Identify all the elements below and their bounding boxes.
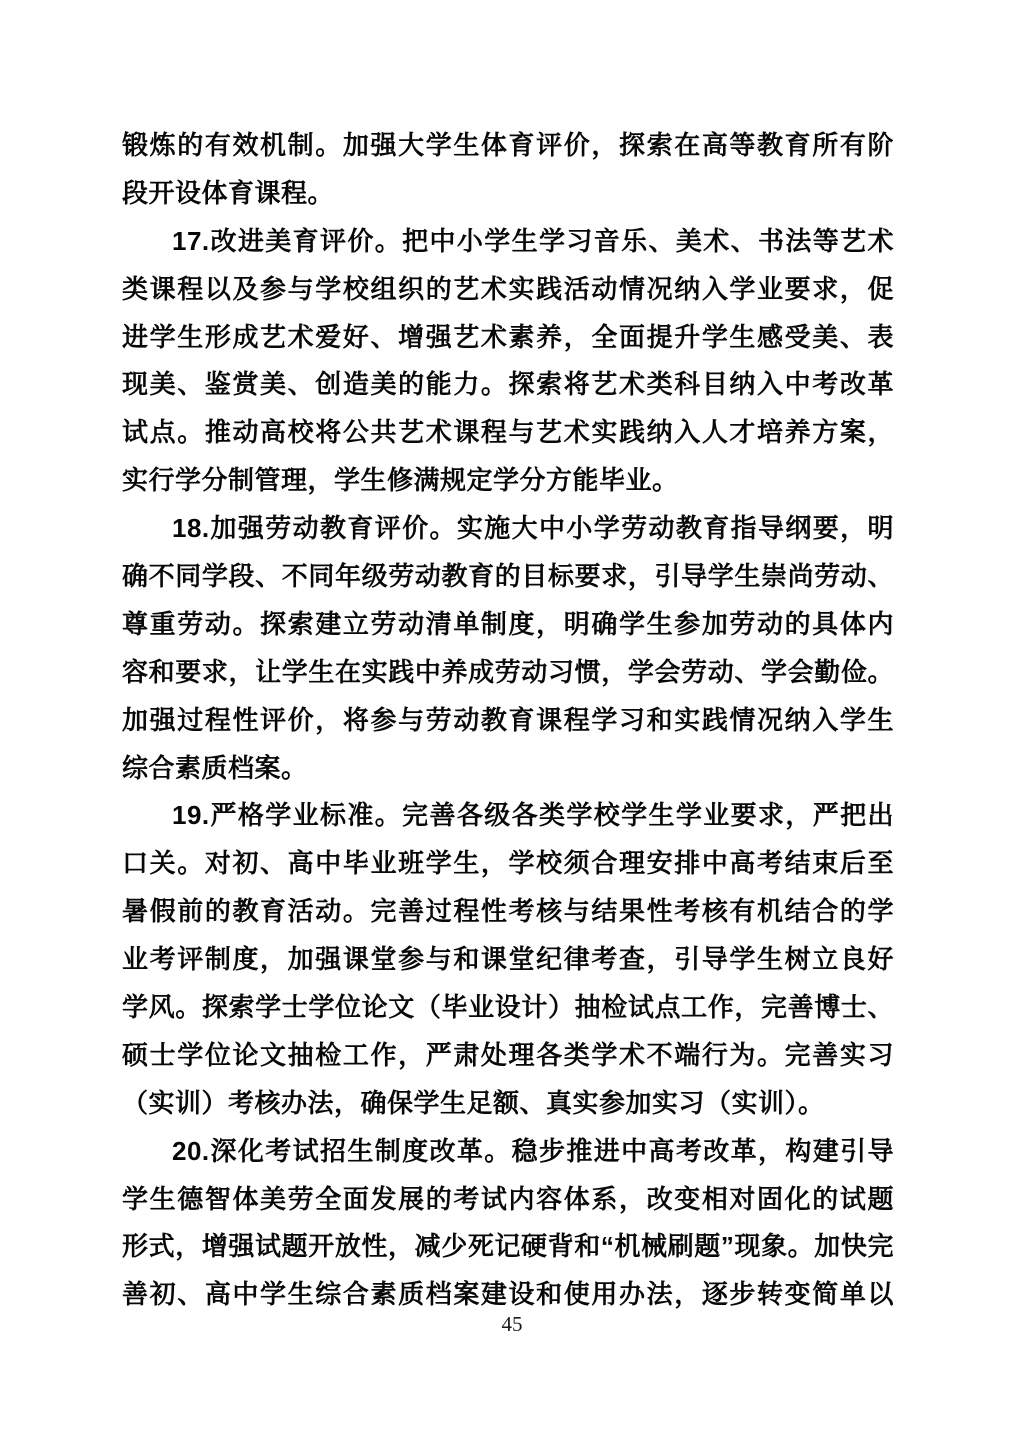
text-line-item-17: 17.改进美育评价。把中小学生学习音乐、美术、书法等艺术: [172, 225, 894, 256]
text-line: 学风。探索学士学位论文（毕业设计）抽检试点工作，完善博士、: [122, 992, 894, 1023]
text-line-item-18: 18.加强劳动教育评价。实施大中小学劳动教育指导纲要，明: [172, 513, 894, 544]
text-line: 暑假前的教育活动。完善过程性考核与结果性考核有机结合的学: [122, 896, 894, 927]
text-line: 善初、高中学生综合素质档案建设和使用办法，逐步转变简单以: [122, 1279, 894, 1310]
page-number: 45: [501, 1312, 523, 1336]
text-line: 综合素质档案。: [122, 752, 308, 783]
text-line: 段开设体育课程。: [122, 177, 335, 208]
text-line: 实行学分制管理，学生修满规定学分方能毕业。: [122, 465, 679, 496]
text-line: 学生德智体美劳全面发展的考试内容体系，改变相对固化的试题: [122, 1183, 894, 1214]
text-line: 尊重劳动。探索建立劳动清单制度，明确学生参加劳动的具体内: [122, 608, 894, 639]
text-line: 加强过程性评价，将参与劳动教育课程学习和实践情况纳入学生: [122, 704, 894, 735]
text-line: 试点。推动高校将公共艺术课程与艺术实践纳入人才培养方案，: [122, 417, 894, 448]
text-body: [122, 122, 894, 1319]
text-line-item-19: 19.严格学业标准。完善各级各类学校学生学业要求，严把出: [172, 800, 894, 831]
text-line: 口关。对初、高中毕业班学生，学校须合理安排中高考结束后至: [122, 848, 894, 879]
text-line: 业考评制度，加强课堂参与和课堂纪律考查，引导学生树立良好: [122, 944, 894, 975]
text-line: 容和要求，让学生在实践中养成劳动习惯，学会劳动、学会勤俭。: [122, 656, 894, 687]
text-line: 硕士学位论文抽检工作，严肃处理各类学术不端行为。完善实习: [122, 1039, 894, 1070]
text-line: （实训）考核办法，确保学生足额、真实参加实习（实训）。: [122, 1087, 825, 1118]
text-line: 确不同学段、不同年级劳动教育的目标要求，引导学生崇尚劳动、: [122, 561, 894, 592]
text-line: 进学生形成艺术爱好、增强艺术素养，全面提升学生感受美、表: [122, 321, 894, 352]
text-line-item-20: 20.深化考试招生制度改革。稳步推进中高考改革，构建引导: [172, 1135, 894, 1166]
text-line: 锻炼的有效机制。加强大学生体育评价，探索在高等教育所有阶: [122, 130, 894, 160]
text-line: 类课程以及参与学校组织的艺术实践活动情况纳入学业要求，促: [122, 273, 894, 304]
text-line: 现美、鉴赏美、创造美的能力。探索将艺术类科目纳入中考改革: [122, 369, 894, 400]
text-line: 形式，增强试题开放性，减少死记硬背和“机械刷题”现象。加快完: [122, 1231, 894, 1262]
